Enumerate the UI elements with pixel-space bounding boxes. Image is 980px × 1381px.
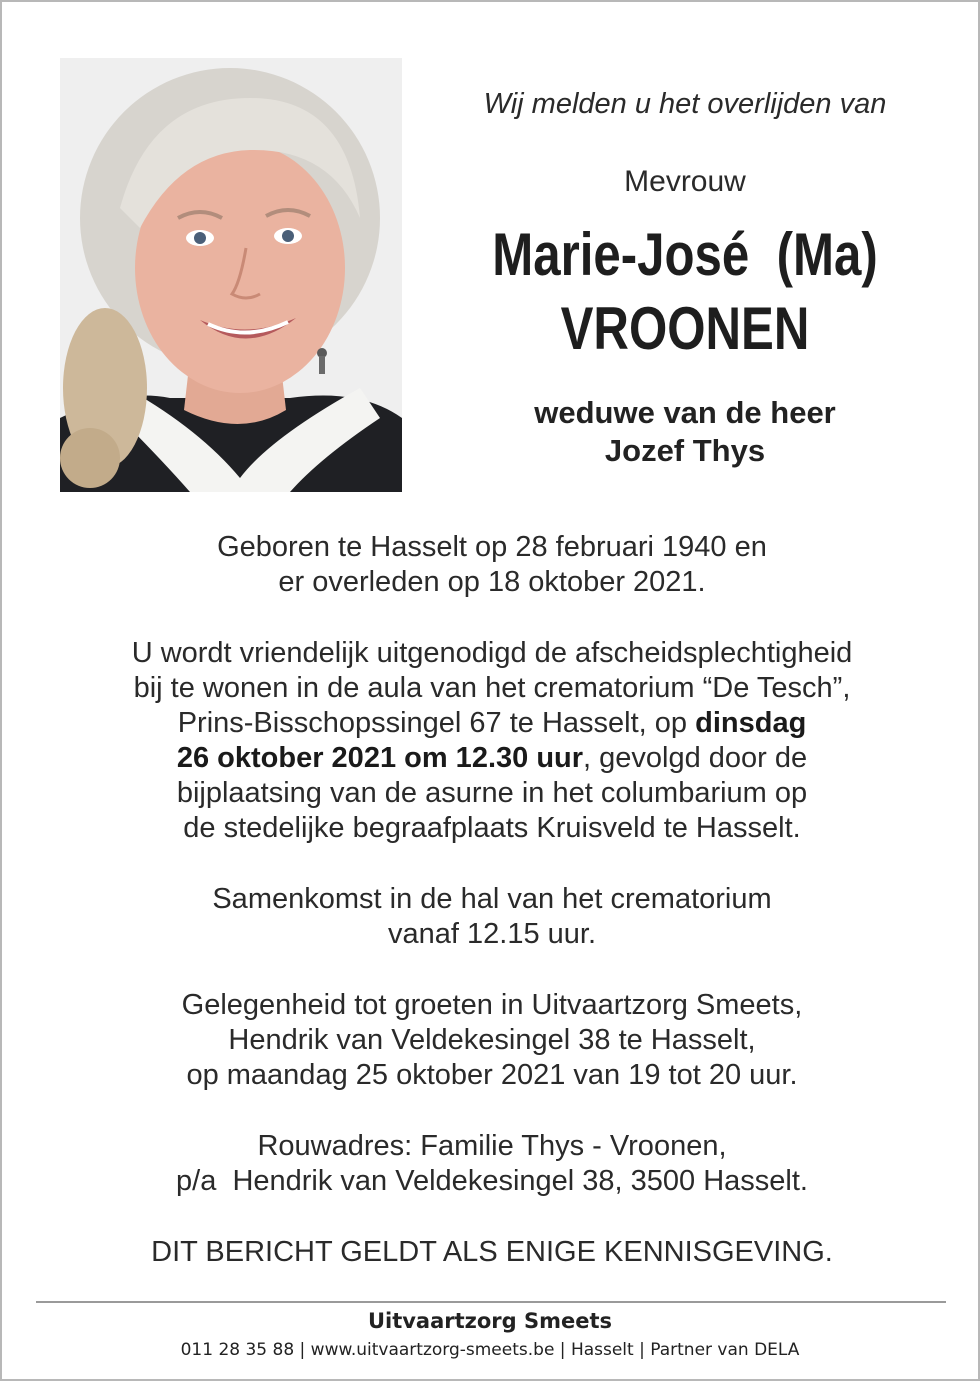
ceremony-datetime: 26 oktober 2021 om 12.30 uur (176, 742, 584, 774)
visitation-line1: Gelegenheid tot groeten in Uitvaartzorg Smeets, (181, 989, 803, 1021)
funeral-home-contact: 011 28 35 88 | www.uitvaartzorg-smeets.be | Hasselt | Partner van DELA (180, 1340, 800, 1360)
visitation-line2: Hendrik van Veldekesingel 38 te Hasselt, (228, 1024, 756, 1056)
ceremony-line4 (42, 741, 942, 776)
funeral-home-name: Uitvaartzorg Smeets (367, 1309, 613, 1333)
title-text: Mevrouw (624, 165, 746, 198)
notice-body (42, 530, 942, 1270)
ceremony-line1: U wordt vriendelijk uitgenodigd de afscheidsplechtigheid (131, 637, 853, 669)
footer-divider (36, 1301, 946, 1303)
ceremony-line3a: Prins-Bisschopssingel 67 te Hasselt, op (177, 707, 696, 739)
ceremony-day: dinsdag (695, 707, 807, 739)
gathering-line1: Samenkomst in de hal van het crematorium (212, 883, 772, 915)
visitation-line3: op maandag 25 oktober 2021 van 19 tot 20 uur. (186, 1059, 798, 1091)
intro-text: Wij melden u het overlijden van (483, 88, 887, 120)
spouse-info (420, 394, 950, 470)
deceased-first-name: Marie-José (Ma) (492, 221, 878, 288)
official-notice: DIT BERICHT GELDT ALS ENIGE KENNISGEVING. (151, 1236, 833, 1268)
birth-line2: er overleden op 18 oktober 2021. (278, 566, 706, 598)
ceremony-line3 (42, 706, 942, 741)
deceased-last-name: VROONEN (560, 295, 810, 362)
portrait-photo (60, 58, 402, 492)
ceremony-line4b: , gevolgd door de (583, 742, 808, 774)
spouse-line1: weduwe van de heer (534, 395, 836, 430)
ceremony-line2: bij te wonen in de aula van het crematorium “De Tesch”, (133, 672, 851, 704)
ceremony-line6: de stedelijke begraafplaats Kruisveld te Hasselt. (183, 812, 801, 844)
birth-line1: Geboren te Hasselt op 28 februari 1940 en (217, 531, 767, 563)
footer (2, 1307, 978, 1363)
portrait-photo-icon (60, 58, 402, 492)
gathering-line2: vanaf 12.15 uur. (388, 918, 596, 950)
mourning-address-line1: Rouwadres: Familie Thys - Vroonen, (257, 1130, 727, 1162)
mourning-address-line2: p/a Hendrik van Veldekesingel 38, 3500 Hasselt. (176, 1165, 808, 1197)
deceased-name (468, 218, 903, 366)
ceremony-line5: bijplaatsing van de asurne in het columbarium op (176, 777, 808, 809)
header-block (420, 84, 950, 470)
spouse-line2: Jozef Thys (604, 433, 766, 468)
